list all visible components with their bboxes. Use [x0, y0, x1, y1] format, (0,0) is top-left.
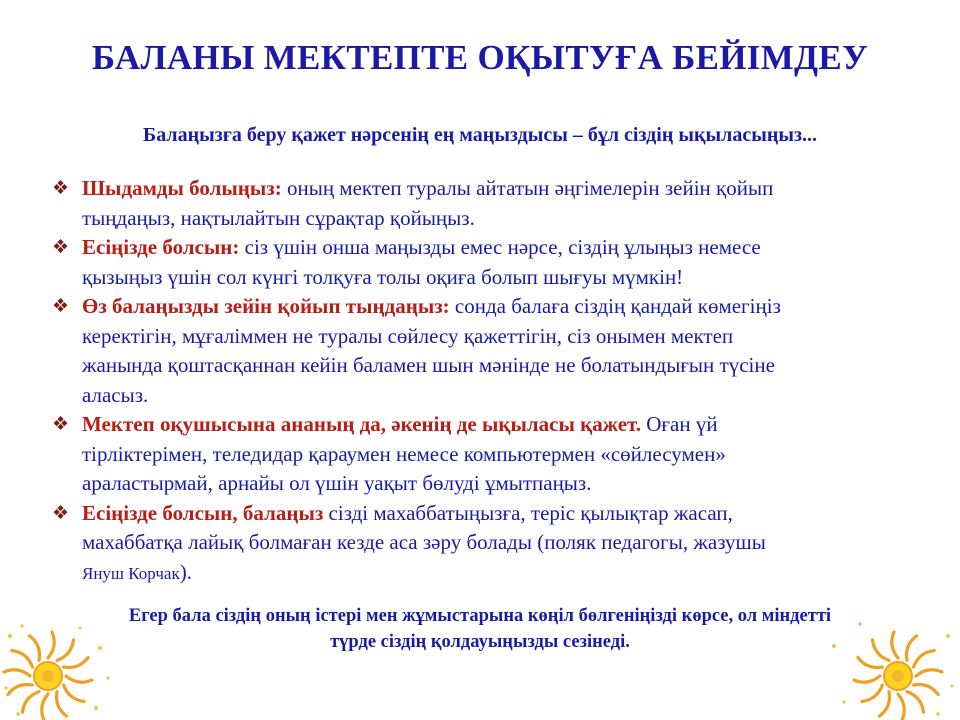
diamond-bullet-icon: ❖	[52, 178, 70, 199]
footer-line: Егер бала сіздің оның істері мен жұмыстарына көңіл бөлгеніңізді көрсе, ол міндетті	[128, 606, 832, 626]
bullet-highlight: Есіңізде болсын, балаңыз	[82, 500, 324, 525]
bullet-item	[50, 292, 890, 410]
diamond-bullet-icon: ❖	[52, 414, 70, 435]
bullet-text: сіз үшін онша маңызды емес нәрсе, сіздің ұлыңыз немесе	[239, 235, 761, 259]
bullet-list	[50, 174, 890, 588]
sun-swirl-icon	[0, 618, 120, 720]
bullet-text: қызыңыз үшін сол күнгі толқуға толы оқиға болып шығуы мүмкін!	[82, 264, 684, 289]
bullet-text: аласыз.	[82, 382, 149, 407]
bullet-text: Оған үй	[641, 412, 718, 436]
bullet-item	[50, 410, 890, 499]
bullet-text: тірліктерімен, теледидар қараумен немесе компьютермен «сөйлесумен»	[82, 441, 726, 466]
bullet-text: сонда балаға сіздің қандай көмегіңіз	[449, 294, 781, 318]
bullet-text: махаббатқа лайық болмаған кезде аса зәру болады (поляк педагогы, жазушы	[82, 530, 766, 554]
bullet-item	[50, 499, 890, 589]
diamond-bullet-icon: ❖	[52, 502, 70, 524]
bullet-highlight: Есіңізде болсын:	[82, 235, 240, 259]
bullet-highlight: Шыдамды болыңыз:	[82, 176, 282, 200]
slide-title: БАЛАНЫ МЕКТЕПТЕ ОҚЫТУҒА БЕЙІМДЕУ	[91, 38, 869, 77]
slide-subtitle: Балаңызға беру қажет нәрсенің ең маңыздысы – бұл сіздің ықыласыңыз...	[142, 124, 818, 146]
bullet-highlight: Мектеп оқушысына ананың да, әкенің де ықыласы қажет.	[82, 412, 642, 436]
bullet-highlight: Өз балаңызды зейін қойып тыңдаңыз:	[82, 294, 450, 318]
diamond-bullet-icon: ❖	[52, 237, 70, 258]
slide-footer	[0, 603, 960, 655]
bullet-text: араластырмай, арнайы ол үшін уақыт бөлуді ұмытпаңыз.	[82, 471, 592, 495]
bullet-text: жанында қоштасқаннан кейін баламен шын мәнінде не болатындығын түсіне	[82, 353, 775, 377]
bullet-text: сізді махаббатыңызға, теріс қылықтар жасап,	[323, 500, 733, 525]
footer-line: түрде сіздің қолдауыңызды сезінеді.	[330, 632, 630, 652]
bullet-item	[50, 174, 890, 233]
sun-swirl-icon	[820, 616, 960, 720]
author-name: Януш Корчак	[82, 563, 180, 583]
diamond-bullet-icon: ❖	[52, 296, 70, 317]
bullet-text: ).	[179, 559, 192, 584]
bullet-text: оның мектеп туралы айтатын әңгімелерін зейін қойып	[281, 176, 774, 200]
bullet-text: тыңдаңыз, нақтылайтын сұрақтар қойыңыз.	[82, 205, 475, 230]
bullet-item	[50, 233, 890, 292]
bullet-text: керектігін, мұғаліммен не туралы сөйлесу қажеттігін, сіз онымен мектеп	[82, 323, 734, 348]
